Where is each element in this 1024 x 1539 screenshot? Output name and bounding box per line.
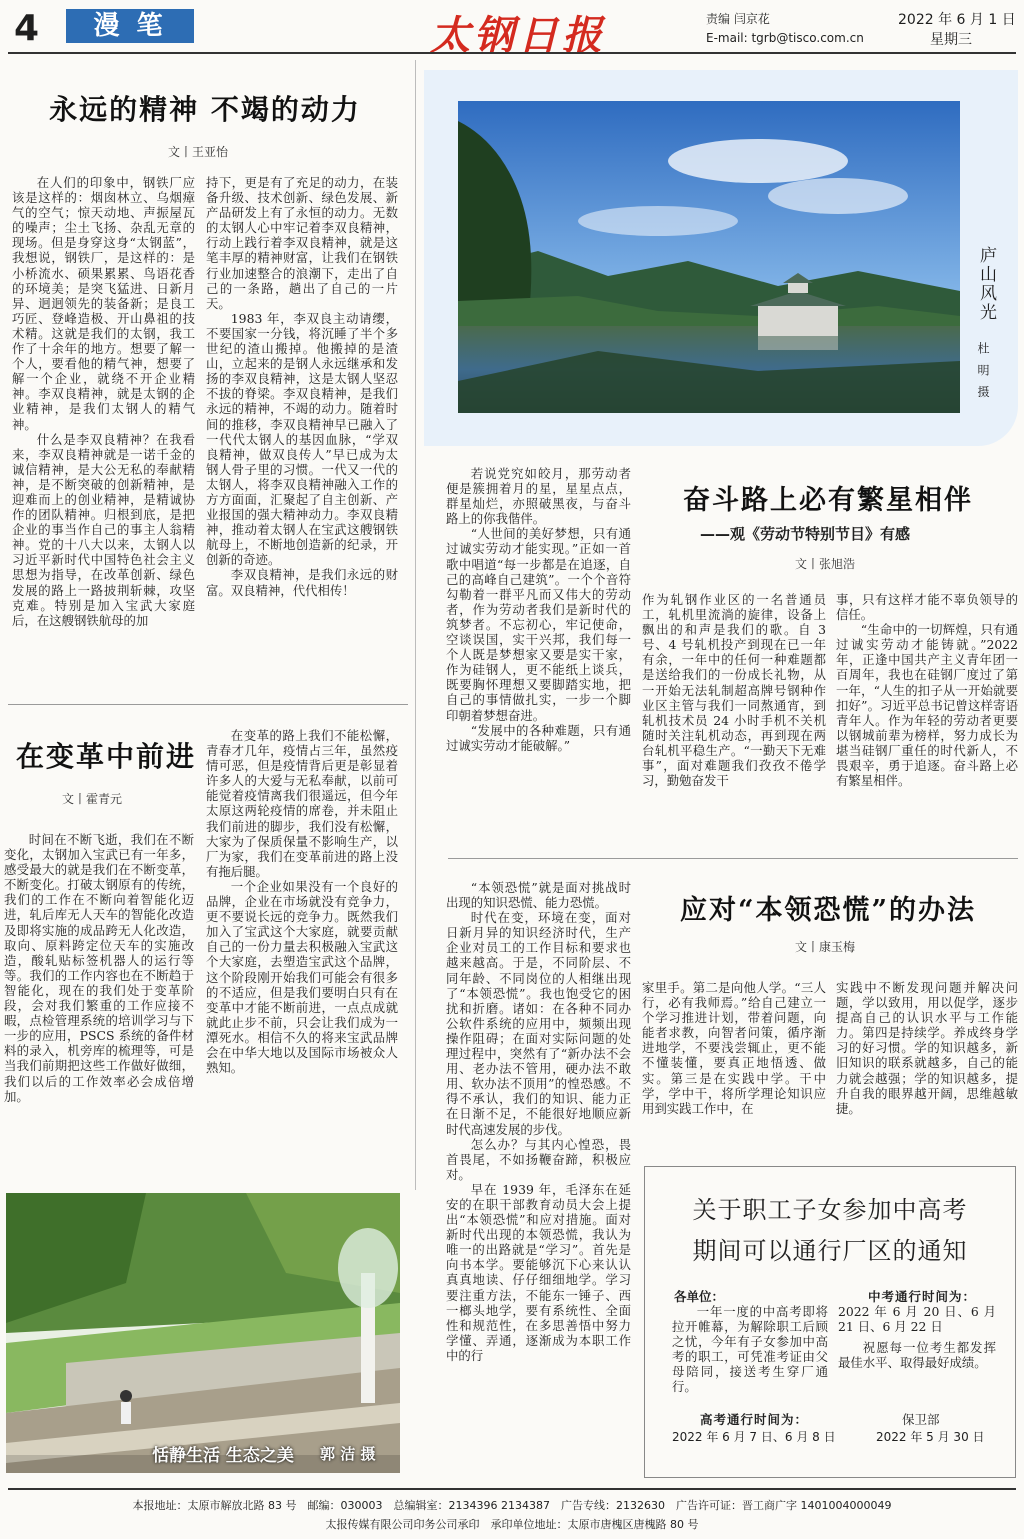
paragraph: 怎么办？与其内心惶恐，畏首畏尾，不如扬鞭奋蹄，积极应对。 bbox=[446, 1136, 631, 1182]
article3-col-right bbox=[836, 592, 1018, 840]
paragraph: 时代在变，环境在变，面对日新月异的知识经济时代，生产企业对员工的工作目标和要求也越来越高。于是，不同阶层、不同年龄、不同岗位的人相继出现了“本领恐慌”。我也饱受它的困扰和折磨。诸如：在各种不同办公软件系统的应用中，频频出现操作阻碍；在面对实际问题的处理过程中，突然有了“新办法不会用、老办法不管用，硬办法不敢用、软办法不顶用”的惶恐感。不得不承认，我们的知识、能力正在日渐不足，不能很好地顺应新时代高速发展的步伐。 bbox=[446, 910, 631, 1137]
article2-col2 bbox=[206, 728, 398, 1173]
paragraph: “发展中的各种难题，只有通过诚实劳动才能破解。” bbox=[446, 722, 631, 753]
article4-col-right bbox=[836, 980, 1018, 1140]
article4-col-mid bbox=[642, 980, 826, 1140]
lushan-photo bbox=[458, 101, 960, 413]
editor-credit: 责编 闫京花 bbox=[706, 12, 770, 26]
notice-wish-text: 祝愿每一位考生都发挥最佳水平、取得最好成绩。 bbox=[838, 1340, 996, 1371]
notice-wish bbox=[838, 1340, 996, 1370]
park-scene-image bbox=[6, 1193, 400, 1473]
notice-body-text: 一年一度的中高考即将拉开帷幕，为解除职工后顾之忧，今年有子女参加中高考的职工，可凭准考证由父母陪同，接送考生穿厂通行。 bbox=[672, 1304, 828, 1395]
notice-salutation: 各单位： bbox=[674, 1289, 725, 1304]
article4-byline: 文丨康玉梅 bbox=[795, 940, 856, 954]
section-label: 漫 笔 bbox=[66, 9, 194, 43]
paragraph: 李双良精神，是我们永远的财富。双良精神，代代相传！ bbox=[206, 567, 398, 598]
article1-col2 bbox=[206, 175, 398, 690]
editor-email: E-mail: tgrb@tisco.com.cn bbox=[706, 31, 864, 45]
paragraph: 实践中不断发现问题并解决问题，学以致用，用以促学，逐步提高自己的认识水平与工作能力。第四是持续学。养成终身学习的好习惯。学的知识越多，新旧知识的联系就越多，自己的能力就会越强；学的知识越多，提升自我的眼界越开阔，思维越敏捷。 bbox=[836, 980, 1018, 1116]
masthead-logo: 太钢日报 bbox=[430, 12, 606, 59]
issue-weekday: 星期三 bbox=[930, 32, 972, 48]
gaokao-time: 2022 年 6 月 7 日、6 月 8 日 bbox=[672, 1430, 836, 1444]
photo2-caption: 恬静生活 生态之美 bbox=[152, 1446, 294, 1466]
paragraph: 1983 年，李双良主动请缨，不要国家一分钱，将沉睡了半个多世纪的渣山搬掉。他搬掉的是渣山，立起来的是钢人永远继承和发扬的李双良精神，这是太钢人坚忍不拔的脊梁。李双良精神，是我们永远的精神，不竭的动力。随着时间的推移，李双良精神早已融入了一代代太钢人的基因血脉，“学双良精神，做双良传人”早已成为太钢人骨子里的习惯。一代又一代的太钢人，将李双良精神融入工作的方方面面，汇聚起了自主创新、产业报国的强大精神动力。李双良精神，推动着太钢人在宝武这艘钢铁航母上，不断地创造新的纪录，开创新的奇迹。 bbox=[206, 310, 398, 568]
zhongkao-label: 中考通行时间为： bbox=[868, 1289, 977, 1304]
article1-title: 永远的精神 不竭的动力 bbox=[49, 93, 361, 126]
paragraph: 什么是李双良精神？在我看来，李双良精神就是一诺千金的诚信精神，是大公无私的奉献精神，是不断突破的创新精神，是迎难而上的创业精神，是精诚协作的团队精神。归根到底，是把企业的事当作自己的事主人翁精神。党的十八大以来，太钢人以习近平新时代中国特色社会主义思想为指导，在改革创新、绿色发展的路上一路披荆斩棘，攻坚克难。特别是加入宝武大家庭后，在这艘钢铁航母的加 bbox=[12, 431, 195, 628]
paragraph: “生命中的一切辉煌，只有通过诚实劳动才能铸就。”2022 年，正逢中国共产主义青年团一百周年，我也在硅钢厂度过了第一年，“人生的扣子从一开始就要扣好”。习近平总书记曾这样寄语青年人。作为年轻的劳动者更要以钢城前辈为榜样，努力成长为堪当硅钢厂重任的时代新人，不畏艰辛，勇于追逐。奋斗路上必有繁星相伴。 bbox=[836, 622, 1018, 789]
notice-body bbox=[672, 1304, 828, 1395]
photo2-author: 郭 洁 摄 bbox=[320, 1445, 376, 1463]
park-photo bbox=[6, 1193, 400, 1473]
article2-col1 bbox=[4, 832, 194, 1172]
paragraph: 时间在不断飞逝，我们在不断变化，太钢加入宝武已有一年多，感受最大的就是我们在不断变革，不断变化。打破太钢原有的传统，我们的工作在不断向着智能化迈进，轧后库无人天车的智能化改造及即将实施的成品跨无人化改造，取向、原料跨定位天车的实施改造，酸轧贴标签机器人的运行等等。我们的工作内容也在不断趋于智能化，现在的我们处于变革阶段，会对我们繁重的工作应接不暇，点检管理系统的培训学习与下一步的应用，PSCS 系统的备件材料的录入，机旁库的梳理等，可是当我们前期把这些工作做好做细，我们以后的工作效率必会成倍增加。 bbox=[4, 832, 194, 1104]
paragraph: 作为轧钢作业区的一名普通员工，轧机里流淌的旋律，设备上飘出的和声是我们的歌。自 3 号、4 号轧机投产到现在已一年有余，一年中的任何一种难题都是送给我们的一份成长礼物，从一开始无法轧制超高牌号钢种作业区主管与我们一同熬通宵，到轧机技术员 24 小时手机不关机随时关注轧机动态，再到现在两台轧机平稳生产。“一勤天下无难事”，面对难题我们孜孜不倦学习，勤勉奋发干 bbox=[642, 592, 826, 789]
page-number: 4 bbox=[14, 8, 40, 49]
paragraph: “人世间的美好梦想，只有通过诚实劳动才能实现。”正如一首歌中唱道“每一步都是在追逐，自己的高峰自己建筑”。一个个音符勾勒着一群平凡而又伟大的劳动者，作为劳动者我们是新时代的筑梦者。不忘初心，牢记使命，空谈误国，实干兴邦，我们每一个人既是梦想家又要是实干家，作为硅钢人，更不能纸上谈兵，既要胸怀理想又要脚踏实地，把自己的事情做扎实，一步一个脚印朝着梦想奋进。 bbox=[446, 526, 631, 723]
article4-col-left bbox=[446, 880, 631, 1475]
footer-address-line: 本报地址：太原市解放北路 83 号 邮编：030003 总编辑室：2134396 2134387 广告专线：2132630 广告许可证：晋工商广字 1401004000049 bbox=[132, 1499, 892, 1512]
paragraph: 若说党究如皎月，那劳动者便是簇拥着月的星，星星点点，群星灿烂，亦照破黑夜，与奋斗路上的你我偕伴。 bbox=[446, 466, 631, 527]
issue-date: 2022 年 6 月 1 日 bbox=[898, 12, 1016, 28]
paragraph: 早在 1939 年，毛泽东在延安的在职干部教育动员大会上提出“本领恐慌”和应对措施。面对新时代出现的本领恐慌，我认为唯一的出路就是“学习”。首先是向书本学。要能够沉下心来认认真真地读、仔仔细细地学。学习要注重方法，不能东一锤子、西一榔头地学，要有系统性、全面性和规范性，在多思善悟中努力学懂、弄通，逐渐成为本职工作中的行 bbox=[446, 1181, 631, 1363]
notice-title-line2: 期间可以通行厂区的通知 bbox=[692, 1237, 968, 1265]
article3-col-mid bbox=[642, 592, 826, 840]
article3-title: 奋斗路上必有繁星相伴 bbox=[683, 485, 973, 516]
paragraph: “本领恐慌”就是面对挑战时出现的知识恐慌、能力恐慌。 bbox=[446, 880, 631, 911]
zhongkao-time: 2022 年 6 月 20 日、6 月 21 日、6 月 22 日 bbox=[838, 1304, 996, 1335]
paragraph: 在变革的路上我们不能松懈，青春才几年，疫情占三年，虽然疫情可恶，但是疫情背后更是彰显着许多人的大爱与无私奉献，以前可能觉着疫情离我们很遥远，但今年太原这两轮疫情的席卷，并未阻止我们前进的脚步，我们没有松懈，大家为了保质保量不影响生产，以厂为家，我们在变革前进的路上没有拖后腿。 bbox=[206, 728, 398, 879]
article3-byline: 文丨张旭浩 bbox=[795, 557, 856, 571]
notice-issuer: 保卫部 bbox=[902, 1412, 940, 1427]
article2-title: 在变革中前进 bbox=[15, 740, 196, 773]
article4-title: 应对“本领恐慌”的办法 bbox=[679, 895, 977, 926]
gaokao-label: 高考通行时间为： bbox=[700, 1412, 809, 1427]
photo1-caption-author: 杜 明 摄 bbox=[976, 342, 990, 401]
article2-byline: 文丨霍青元 bbox=[62, 792, 123, 806]
footer-printer-line: 太报传媒有限公司印务公司承印 承印单位地址：太原市唐槐区唐槐路 80 号 bbox=[325, 1518, 699, 1531]
article3-col-left bbox=[446, 466, 631, 838]
paragraph: 一个企业如果没有一个良好的品牌，企业在市场就没有竞争力，更不要说长远的竞争力。既然我们加入了宝武这个大家庭，就要贡献自己的一份力量去积极融入宝武这个大家庭，去塑造宝武这个品牌，这个阶段刚开始我们可能会有很多的不适应，但是我们要明白只有在变革中才能不断前进，一点点成就就此止步不前，只会让我们成为一潭死水。相信不久的将来宝武品牌会在中华大地以及国际市场被众人熟知。 bbox=[206, 878, 398, 1076]
article3-subtitle: ——观《劳动节特别节目》有感 bbox=[700, 525, 911, 543]
paragraph: 家里手。第二是向他人学。“三人行，必有我师焉。”给自己建立一个学习推进计划，带着问题，向能者求教，向智者问策，循序渐进地学，不要浅尝辄止，更不能不懂装懂，要真正地悟透、做实。第三是在实践中学。干中学，学中干，将所学理论知识应用到实践工作中，在 bbox=[642, 980, 826, 1116]
article1-byline: 文丨王亚怡 bbox=[168, 145, 229, 159]
photo1-caption-title: 庐山风光 bbox=[976, 246, 996, 322]
lake-pavilion-image bbox=[458, 101, 960, 413]
paragraph: 在人们的印象中，钢铁厂应该是这样的：烟囱林立、乌烟瘴气的空气；惊天动地、声振屋瓦的噪声；尘土飞扬、杂乱无章的现场。但是身穿这身“太钢蓝”，我想说，钢铁厂，是这样的：是小桥流水、硕果累累、鸟语花香的环境美；是突飞猛进、日新月异、迥迥领先的装备新；是良工巧匠、登峰造极、开山鼻祖的技术精。这就是我们的太钢，我工作了十余年的地方。想要了解一个人，要看他的精气神，想要了解一个企业，就绕不开企业精神。李双良精神，就是太钢的企业精神，是我们太钢人的精气神。 bbox=[12, 175, 195, 432]
paragraph: 事，只有这样才能不辜负领导的信任。 bbox=[836, 592, 1018, 623]
notice-title-line1: 关于职工子女参加中高考 bbox=[692, 1196, 968, 1224]
article1-col1 bbox=[12, 175, 195, 690]
paragraph: 持下，更是有了充足的动力，在装备升级、技术创新、绿色发展、新产品研发上有了永恒的动力。无数的太钢人心中牢记着李双良精神，行动上践行着李双良精神，就是这笔丰厚的精神财富，让我们在钢铁行业加速整合的浪潮下，走出了自己的一条路，趟出了自己的一片天。 bbox=[206, 175, 398, 311]
notice-date: 2022 年 5 月 30 日 bbox=[876, 1430, 985, 1444]
